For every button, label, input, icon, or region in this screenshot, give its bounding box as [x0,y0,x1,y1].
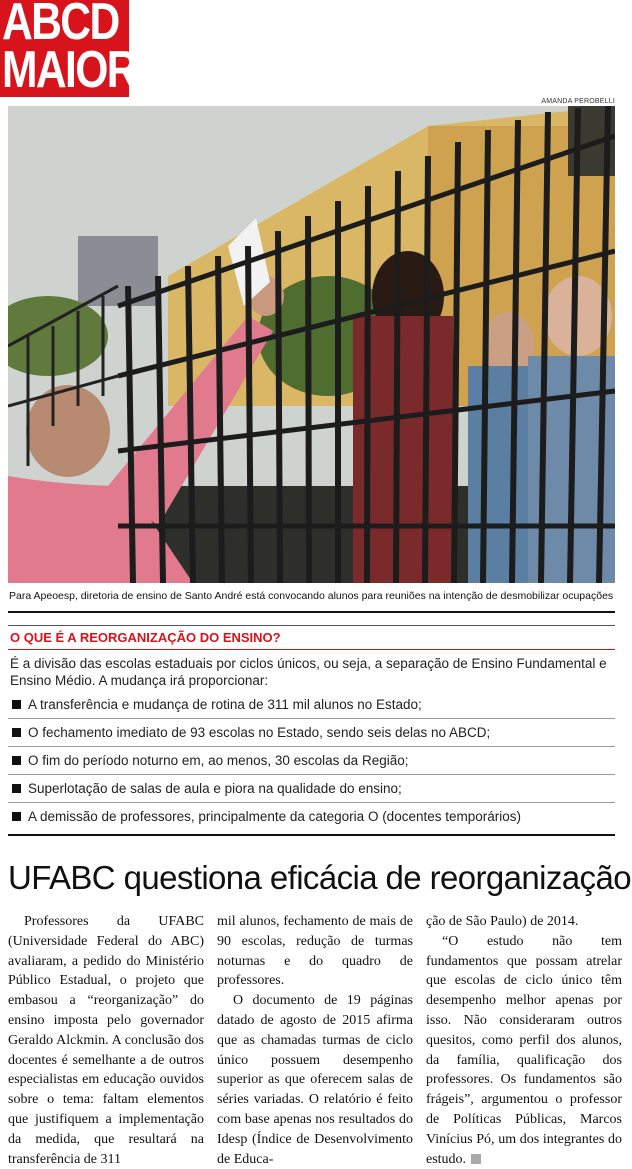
list-item-text: O fechamento imediato de 93 escolas no Estado, sendo seis delas no ABCD; [28,725,491,740]
list-item-text: A demissão de professores, principalmente da categoria O (docentes temporários) [28,809,522,824]
box-bottom-rule [8,834,615,836]
bullet-square-icon [12,812,21,821]
article-paragraph: O documento de 19 páginas datado de agosto de 2015 afirma que as chamadas turmas de ciclo único possuem desempenho superior as que oferecem salas de séries variadas. O relatório é feito com base apenas nos resultados do Idesp (Índice de Desenvolvimento de Educa- [217,993,413,1167]
list-item [12,809,521,824]
section-divider [8,611,615,613]
box-title-underline [8,649,615,650]
list-divider [8,774,615,775]
article-column-2 [217,912,413,1169]
list-divider [8,746,615,747]
masthead-logo [0,0,136,99]
end-of-article-icon [471,1154,481,1164]
bullet-square-icon [12,756,21,765]
news-photo [8,106,615,583]
list-item [12,725,490,740]
list-item-text: A transferência e mudança de rotina de 311 mil alunos no Estado; [28,697,422,712]
article-paragraph: ção de São Paulo) de 2014. [426,914,579,929]
bullet-square-icon [12,700,21,709]
list-item [12,697,422,712]
article-column-1 [8,912,204,1169]
bullet-square-icon [12,728,21,737]
article-headline: UFABC questiona eficácia de reorganização [8,859,631,896]
article-paragraph [426,932,622,1169]
protest-photo-illustration [8,106,615,583]
list-item-text: Superlotação de salas de aula e piora na qualidade do ensino; [28,781,402,796]
bullet-square-icon [12,784,21,793]
box-title: O QUE É A REORGANIZAÇÃO DO ENSINO? [10,630,281,645]
list-item-text: O fim do período noturno em, ao menos, 30 escolas da Região; [28,753,409,768]
article-paragraph-text: “O estudo não tem fundamentos que possam atrelar que escolas de ciclo único têm desempenho melhor apenas por isso. Não consideraram outros quesitos, como perfil dos alunos, da família, qualificação dos professores. Os fundamentos são frágeis”, argumentou o professor de Políticas Públicas, Marcos Vinícius Pó, um dos integrantes do estudo. [426,933,622,1167]
photo-credit: AMANDA PEROBELLI [541,98,615,105]
article-paragraph: mil alunos, fechamento de mais de 90 escolas, redução de turmas noturnas e do quadro de professores. [217,914,413,989]
photo-caption: Para Apeoesp, diretoria de ensino de Santo André está convocando alunos para reuniões na intenção de desmobilizar ocupações [9,590,614,602]
article-column-3 [426,912,622,1169]
masthead-line-2: MAIOR [2,41,136,99]
article-paragraph: Professores da UFABC (Universidade Federal do ABC) avaliaram, a pedido do Ministério Público Estadual, o projeto que embasou a “reorganização” do ensino imposta pelo governador Geraldo Alckmin. A conclusão dos docentes é semelhante a de outros especialistas em educação ouvidos sobre o tema: faltam elementos que justifiquem a implementação da medida, que resultará na transferência de 311 [8,914,204,1167]
list-item [12,753,408,768]
list-divider [8,718,615,719]
box-intro: É a divisão das escolas estaduais por ciclos únicos, ou seja, a separação de Ensino Fundamental e Ensino Médio. A mudança irá proporcionar: [10,656,607,688]
masthead-line-1: ABCD [2,0,119,51]
list-divider [8,802,615,803]
list-item [12,781,402,796]
box-top-rule [8,625,615,626]
